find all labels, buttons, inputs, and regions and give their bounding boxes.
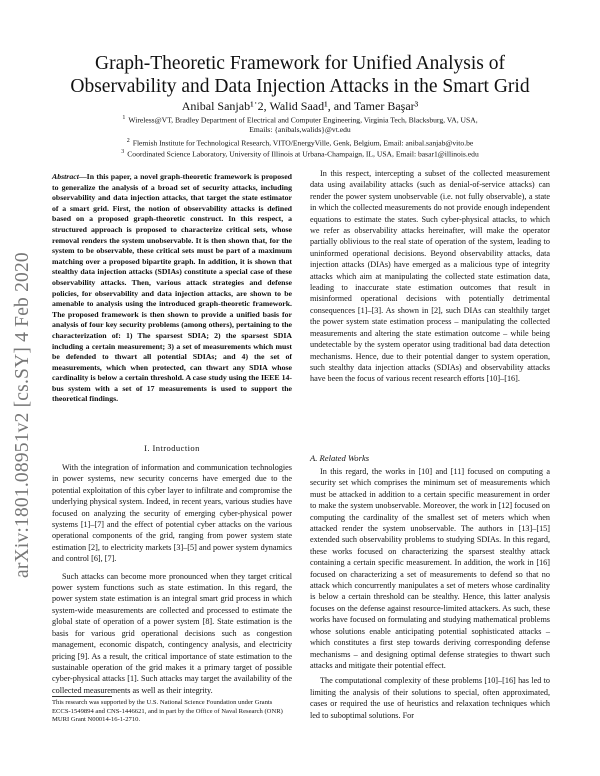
paragraph: In this regard, the works in [10] and [11] focused on computing a security set which comprises the minimum set of measurements which must be attacked in addition to a certain specific measurement in order to make the system unobservable. Moreover, the work in [12] focused on computing the cardinality of the smallest set of meters which when attacked render the system unobservable. The authors in [13]–[15] extended such observability problems to studying SDIAs. In this regard, these works focused on characterizing the sparsest stealthy attack containing a certain specific measurement. In addition, the work in [16] focused on characterizing a set of measurements to defend so that no attack which concurrently manipulates a set of meters whose cardinality is below a certain threshold can be stealthy. Hence, this latter analysis focuses on the defense against resource-limited attackers. As such, these works have focused on formulating and studying mathematical problems whose solutions enable anticipating potential sophisticated attacks – which constitutes a first step towards deriving corresponding defense mechanisms – and designing optimal defense strategies to thwart such attacks and mitigate their potential effect. xyxy=(310,467,550,670)
paragraph: The computational complexity of these problems [10]–[16] has led to limiting the analysis of their solutions to special, often approximated, cases or required the use of heuristics and relaxation techniques which led to suboptimal solutions. For xyxy=(310,676,550,720)
abstract xyxy=(52,172,292,405)
arxiv-stamp-text: arXiv:1801.08951v2 [cs.SY] 4 Feb 2020 xyxy=(12,252,33,578)
paragraph: In this respect, intercepting a subset of the collected measurement data using availability attacks (such as denial-of-service attacks) can render the power system unobservable (i.e. not fully observable), a state in which the collected measurements do not provide enough independent equations to estimate the states. Such cyber-physical attacks, to which we refer as observability attacks hereinafter, will make the operator partially oblivious to the real state of operation of the system, leading to uninformed operational decisions. Beyond observability attacks, data injection attacks (DIAs) have emerged as a malicious type of integrity attacks which aim at manipulating the collected state estimation data, leading to inaccurate state estimation outcomes that result in misinformed operational decisions with potentially detrimental consequences [1]–[3]. As shown in [2], such DIAs can stealthily target the power system state estimation process – manipulating the collected measurements and altering the state estimation outcome – while being undetectable by the system operator using traditional bad data detection mechanisms. Hence, due to their potential danger to system operation, such stealthy data injection attacks (SDIAs) and observability attacks have been the focus of various recent research efforts [10]–[16]. xyxy=(310,169,550,384)
affiliation-text: Coordinated Science Laboratory, University of Illinois at Urbana-Champaign, IL, USA, Email: basar1@illinois.edu xyxy=(127,149,479,159)
affiliation-text: Wireless@VT, Bradley Department of Electrical and Computer Engineering, Virginia Tech, Blacksburg, VA, USA, xyxy=(128,115,478,125)
intro-right-column xyxy=(310,168,550,385)
abstract-text: —In this paper, a novel graph-theoretic framework is proposed to generalize the analysis of a broad set of security attacks, including observability and data injection attacks, that target the state estimator of a smart grid. First, the notion of observability attacks is defined based on a proposed graph-theoretic construct. In this respect, a structured approach is proposed to characterize critical sets, whose removal renders the system unobservable. It is then shown that, for the system to be observable, these critical sets must be part of a maximum matching over a proposed bipartite graph. In addition, it is shown that stealthy data injection attacks (SDIAs) constitute a special case of these observability attacks. Then, various attack strategies and defense policies, for observability and data injection attacks, are shown to be amenable to analysis using the introduced graph-theoretic framework. The proposed framework is then shown to provide a unified basis for analysis of four key security problems (among others), pertaining to the characterization of: 1) The sparsest SDIA; 2) the sparsest SDIA including a certain measurement; 3) a set of measurements which must be defended to thwart all potential SDIAs; and 4) the set of measurements, which when protected, can thwart any SDIA whose cardinality is below a certain threshold. A case study using the IEEE 14-bus system with a set of 17 measurements is used to support the theoretical findings. xyxy=(52,172,292,404)
section-heading-introduction: I. Introduction xyxy=(144,443,200,453)
related-works-column xyxy=(310,466,550,721)
paper-title: Graph-Theoretic Framework for Unified Analysis of Observability and Data Injection Attacks in the Smart Grid xyxy=(70,53,530,97)
footnote-rule xyxy=(52,696,112,697)
subsection-heading-related-works: A. Related Works xyxy=(310,453,370,463)
paper-authors: Anibal Sanjab¹˙2, Walid Saad¹, and Tamer Başar³ xyxy=(181,99,419,113)
paragraph: With the integration of information and communication technologies in power systems, new security concerns have emerged due to the potential exploitation of this cyber layer to infiltrate and compromise the underlying physical system. Indeed, in recent years, various studies have focused on analyzing the security of emerging cyber-physical power systems [1]–[7] and the effect of potential cyber attacks on the various operational components of the grid, ranging from power system state estimation [2], to electricity markets [3]–[5] and power system dynamics and control [6], [7]. xyxy=(52,463,292,564)
affiliation-text: Emails: {anibals,walids}@vt.edu xyxy=(249,125,351,134)
affiliation-mark: 3 xyxy=(121,149,125,155)
footnote: This research was supported by the U.S. National Science Foundation under Grants ECCS-1549894 and CNS-1446621, and in part by the Office of Naval Research (ONR) MURI Grant N00014-16-1-2710. xyxy=(52,699,283,724)
affiliation-mark: 1 xyxy=(122,115,126,121)
abstract-label: Abstract xyxy=(52,172,79,181)
affiliation-3 xyxy=(30,147,570,160)
arxiv-stamp xyxy=(2,210,38,580)
affiliation-text: Flemish Institute for Technological Research, VITO/EnergyVille, Genk, Belgium, Email: anibal.sanjab@vito.be xyxy=(132,138,474,148)
paragraph: Such attacks can become more pronounced when they target critical power system functions such as state estimation. In this regard, the power system state estimation is an integral smart grid process in which system-wide measurements are collected and processed to estimate the global state of operation of a power system [8]. State estimation is the basis for various grid operational decisions such as congestion management, economic dispatch, contingency analysis, and electricity pricing [9]. As a result, the critical importance of state estimation to the sustainable operation of the grid makes it a primary target of possible cyber-physical attacks [1]. Such attacks may target the availability of the collected measurements as well as their integrity. xyxy=(52,571,292,695)
intro-left-column xyxy=(52,462,292,696)
affiliation-mark: 2 xyxy=(126,138,130,144)
affiliation-1-emails xyxy=(30,124,570,135)
